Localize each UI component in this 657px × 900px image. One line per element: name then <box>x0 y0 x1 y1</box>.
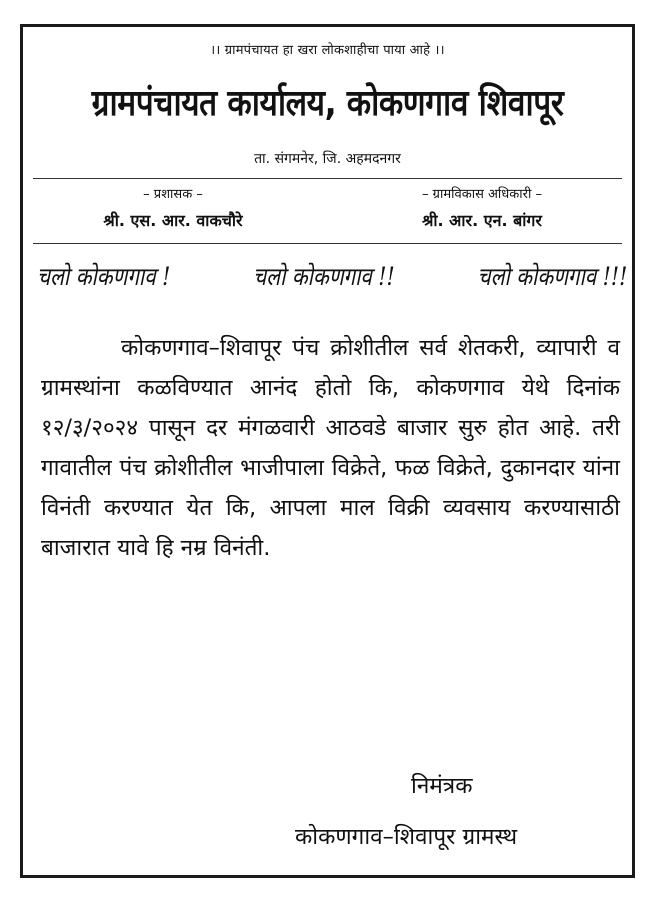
development-officer-name: श्री. आर. एन. बांगर <box>422 211 542 230</box>
slogan-3: चलो कोकणगाव !!! <box>477 262 628 291</box>
office-title: ग्रामपंचायत कार्यालय, कोकणगाव शिवापूर <box>91 83 564 124</box>
motto: ।। ग्रामपंचायत हा खरा लोकशाहीचा पाया आहे ।। <box>210 43 445 58</box>
divider-top <box>33 178 622 179</box>
notice-frame <box>20 24 635 878</box>
slogan-2: चलो कोकणगाव !! <box>253 262 395 291</box>
administrator-name: श्री. एस. आर. वाकचौरे <box>103 211 243 230</box>
slogan-1: चलो कोकणगाव ! <box>37 262 171 291</box>
administrator-block <box>43 185 303 233</box>
slogan-line <box>37 259 627 293</box>
inviter-label: निमंत्रक <box>411 773 473 799</box>
development-officer-block <box>352 185 612 233</box>
divider-bottom <box>33 243 622 244</box>
notice-body: कोकणगाव–शिवापूर पंच क्रोशीतील सर्व शेतकरी, व्यापारी व ग्रामस्थांना कळविण्यात आनंद होतो कि, कोकणगाव येथे दिनांक १२/३/२०२४ पासून दर मंगळवारी आठवडे बाजार सुरु होत आहे. तरी गावातील पंच क्रोशीतील भाजीपाला विक्रेते, फळ विक्रेते, दुकानदार यांना विनंती करण्यात येत कि, आपला माल विक्री व्यवसाय करण्यासाठी बाजारात यावे हि नम्र विनंती. <box>41 335 620 561</box>
office-address: ता. संगमनेर, जि. अहमदनगर <box>254 151 401 167</box>
signatory: कोकणगाव–शिवापूर ग्रामस्थ <box>295 824 518 850</box>
administrator-role: – प्रशासक – <box>143 187 203 202</box>
development-officer-role: – ग्रामविकास अधिकारी – <box>422 187 542 202</box>
